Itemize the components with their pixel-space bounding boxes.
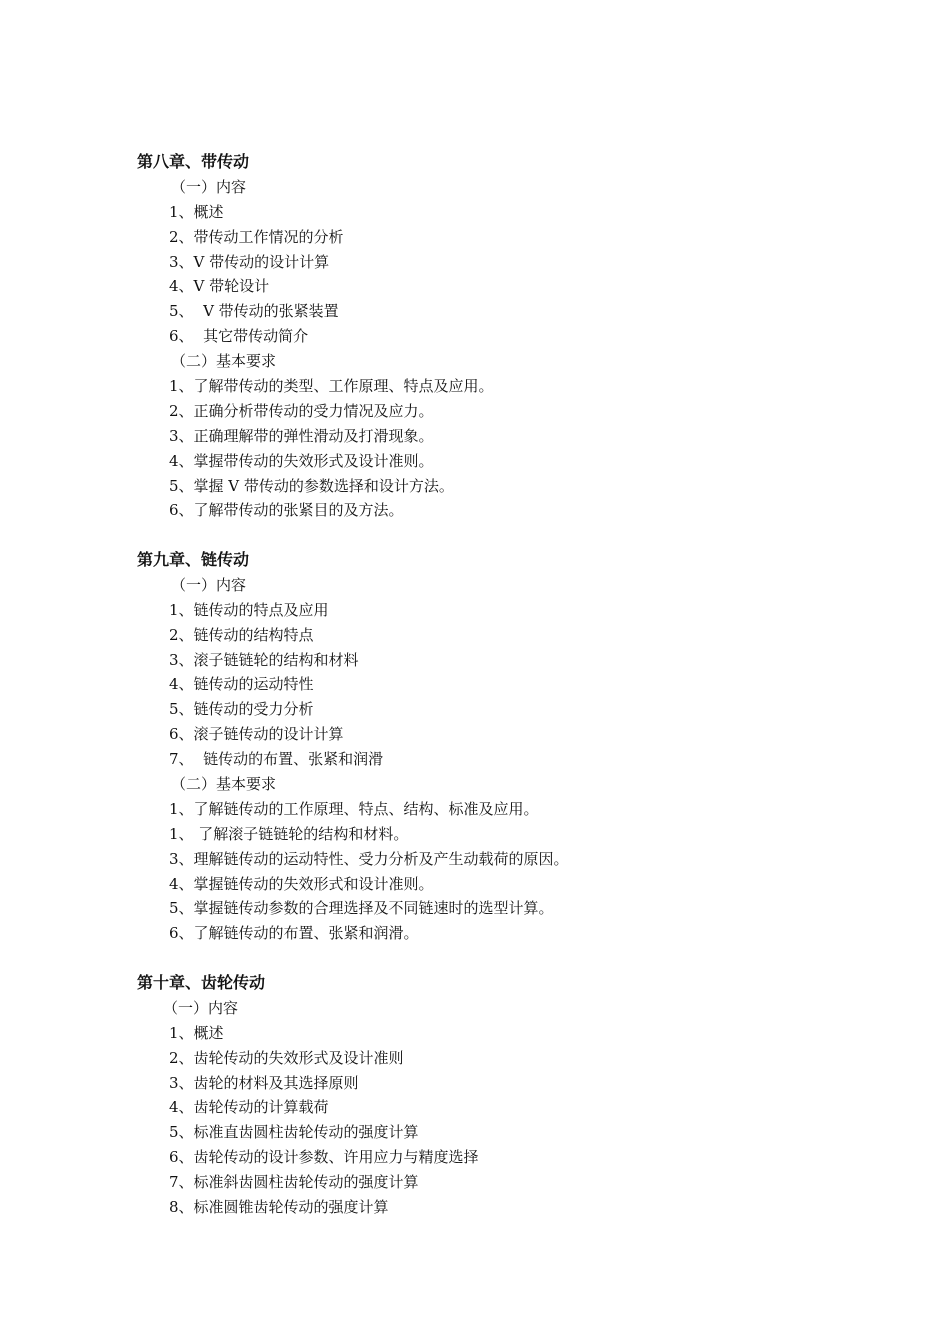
requirements-heading: （二）基本要求 bbox=[171, 352, 277, 371]
list-item: 6、了解链传动的布置、张紧和润滑。 bbox=[169, 924, 419, 943]
list-item: 3、V 带传动的设计计算 bbox=[169, 252, 330, 271]
list-item: 5、掌握链传动参数的合理选择及不同链速时的选型计算。 bbox=[169, 899, 554, 918]
list-item: 2、链传动的结构特点 bbox=[169, 625, 314, 644]
list-item: 4、掌握链传动的失效形式和设计准则。 bbox=[169, 874, 434, 893]
list-item: 1、了解链传动的工作原理、特点、结构、标准及应用。 bbox=[169, 799, 539, 818]
chapter-title: 第八章、带传动 bbox=[137, 152, 250, 171]
list-item: 5、掌握 V 带传动的参数选择和设计方法。 bbox=[169, 476, 454, 495]
chapter-10 bbox=[137, 971, 837, 1220]
list-item: 5、 V 带传动的张紧装置 bbox=[169, 302, 339, 321]
chapter-9 bbox=[137, 548, 837, 946]
chapter-title: 第九章、链传动 bbox=[137, 550, 250, 569]
list-item: 6、了解带传动的张紧目的及方法。 bbox=[169, 501, 404, 520]
list-item: 7、标准斜齿圆柱齿轮传动的强度计算 bbox=[169, 1173, 419, 1192]
list-item: 6、齿轮传动的设计参数、许用应力与精度选择 bbox=[169, 1148, 479, 1167]
list-item: 1、了解带传动的类型、工作原理、特点及应用。 bbox=[169, 377, 494, 396]
list-item: 4、齿轮传动的计算载荷 bbox=[169, 1098, 329, 1117]
list-item: 4、掌握带传动的失效形式及设计准则。 bbox=[169, 451, 434, 470]
content-heading: （一）内容 bbox=[171, 575, 247, 594]
list-item: 6、滚子链传动的设计计算 bbox=[169, 725, 344, 744]
list-item: 3、滚子链链轮的结构和材料 bbox=[169, 650, 359, 669]
list-item: 3、理解链传动的运动特性、受力分析及产生动载荷的原因。 bbox=[169, 849, 569, 868]
requirements-heading: （二）基本要求 bbox=[171, 775, 277, 794]
list-item: 1、概述 bbox=[169, 202, 224, 221]
list-item: 7、 链传动的布置、张紧和润滑 bbox=[169, 750, 384, 769]
list-item: 2、齿轮传动的失效形式及设计准则 bbox=[169, 1048, 404, 1067]
chapter-8 bbox=[137, 150, 837, 523]
list-item: 1、概述 bbox=[169, 1023, 224, 1042]
chapter-title: 第十章、齿轮传动 bbox=[137, 973, 266, 992]
list-item: 3、正确理解带的弹性滑动及打滑现象。 bbox=[169, 426, 434, 445]
content-heading: （一）内容 bbox=[171, 177, 247, 196]
list-item: 3、齿轮的材料及其选择原则 bbox=[169, 1073, 359, 1092]
list-item: 5、链传动的受力分析 bbox=[169, 700, 314, 719]
list-item: 8、标准圆锥齿轮传动的强度计算 bbox=[169, 1198, 389, 1217]
list-item: 4、V 带轮设计 bbox=[169, 277, 270, 296]
list-item: 4、链传动的运动特性 bbox=[169, 675, 314, 694]
list-item: 2、正确分析带传动的受力情况及应力。 bbox=[169, 401, 434, 420]
list-item: 5、标准直齿圆柱齿轮传动的强度计算 bbox=[169, 1123, 419, 1142]
list-item: 6、 其它带传动简介 bbox=[169, 327, 309, 346]
list-item: 2、带传动工作情况的分析 bbox=[169, 227, 344, 246]
content-heading: （一）内容 bbox=[163, 998, 239, 1017]
list-item: 1、 了解滚子链链轮的结构和材料。 bbox=[169, 824, 409, 843]
list-item: 1、链传动的特点及应用 bbox=[169, 600, 329, 619]
